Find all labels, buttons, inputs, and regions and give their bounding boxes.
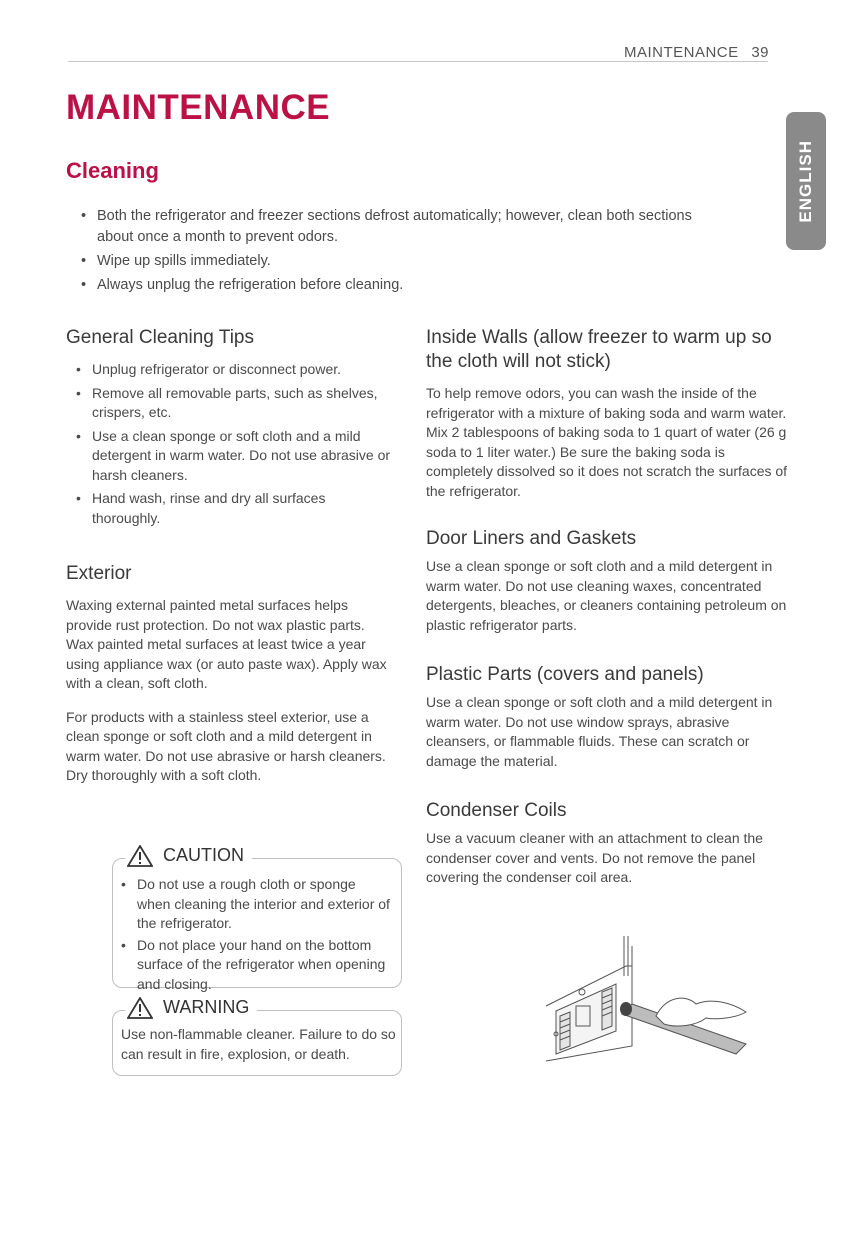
door-liners-text: Use a clean sponge or soft cloth and a mild detergent in warm water. Do not use cleaning waxes, concentrated detergents, bleaches, or cleaners containing petroleum on plastic refrigerator parts. — [426, 558, 787, 633]
hand-icon — [656, 998, 746, 1026]
condenser-cleaning-illustration — [536, 936, 776, 1066]
caution-title — [125, 845, 252, 867]
general-tips-heading: General Cleaning Tips — [66, 327, 254, 348]
general-tip-item: • Hand wash, rinse and dry all surfaces thoroughly. — [76, 489, 392, 528]
inside-walls-text: To help remove odors, you can wash the inside of the refrigerator with a mixture of baking soda and warm water. Mix 2 tablespoons of baking soda to 1 quart of water (26 g soda to 1 liter water.) Be sure the baking soda is completely dissolved so it does not scratch the surfaces of the refrigerator. — [426, 385, 788, 499]
general-tips-list — [76, 360, 392, 528]
caution-label: CAUTION — [163, 845, 244, 866]
warning-title — [125, 997, 257, 1019]
page-number: 39 — [751, 44, 769, 61]
language-tab — [786, 112, 826, 250]
running-header-section: MAINTENANCE — [623, 44, 739, 61]
running-header — [624, 44, 769, 61]
exterior-heading: Exterior — [66, 563, 132, 584]
language-tab-label: ENGLISH — [796, 139, 815, 223]
exterior-paragraph: Waxing external painted metal surfaces helps provide rust protection. Do not wax plastic parts. Wax painted metal surfaces at least twice a year using appliance wax (or auto paste wax). Apply wax with a clean, soft cloth. — [66, 597, 387, 691]
warning-box — [112, 997, 402, 1076]
condenser-text: Use a vacuum cleaner with an attachment to clean the condenser cover and vents. Do not remove the panel covering the condenser coil area. — [426, 830, 763, 885]
intro-bullet: • Always unplug the refrigeration before cleaning. — [81, 275, 721, 296]
inside-walls-heading: Inside Walls (allow freezer to warm up so the cloth will not stick) — [426, 327, 772, 372]
right-column — [426, 326, 788, 888]
intro-bullet-list — [81, 206, 721, 299]
header-divider — [68, 61, 768, 62]
plastic-parts-heading: Plastic Parts (covers and panels) — [426, 664, 704, 685]
section-title: Cleaning — [66, 158, 159, 183]
intro-bullet: • Wipe up spills immediately. — [81, 251, 721, 272]
condenser-heading: Condenser Coils — [426, 800, 567, 821]
door-liners-heading: Door Liners and Gaskets — [426, 528, 637, 549]
plastic-parts-text: Use a clean sponge or soft cloth and a mild detergent in warm water. Do not use window sprays, abrasive cleansers, or flammable fluids. These can scratch or damage the material. — [426, 694, 773, 769]
exterior-paragraph: For products with a stainless steel exterior, use a clean sponge or soft cloth and a mild detergent in warm water. Do not use abrasive or harsh cleaners. Dry thoroughly with a soft cloth. — [66, 708, 386, 783]
intro-bullet: • Both the refrigerator and freezer sections defrost automatically; however, clean both sections about once a month to prevent odors. — [81, 206, 721, 248]
general-tip-item: • Unplug refrigerator or disconnect power. — [76, 360, 392, 380]
caution-item: • Do not place your hand on the bottom surface of the refrigerator when opening and closing. — [121, 936, 393, 995]
caution-item: • Do not use a rough cloth or sponge when cleaning the interior and exterior of the refrigerator. — [121, 875, 393, 934]
general-tip-item: • Remove all removable parts, such as shelves, crispers, etc. — [76, 384, 392, 423]
caution-list — [113, 859, 401, 994]
warning-label: WARNING — [163, 997, 250, 1018]
caution-box — [112, 845, 402, 992]
page-title: MAINTENANCE — [66, 88, 331, 127]
left-column — [66, 326, 392, 786]
general-tip-item: • Use a clean sponge or soft cloth and a mild detergent in warm water. Do not use abrasive or harsh cleaners. — [76, 427, 392, 486]
warning-triangle-icon — [127, 845, 153, 867]
warning-text: Use non-flammable cleaner. Failure to do so can result in fire, explosion, or death. — [121, 1026, 396, 1062]
warning-triangle-icon — [127, 997, 153, 1019]
